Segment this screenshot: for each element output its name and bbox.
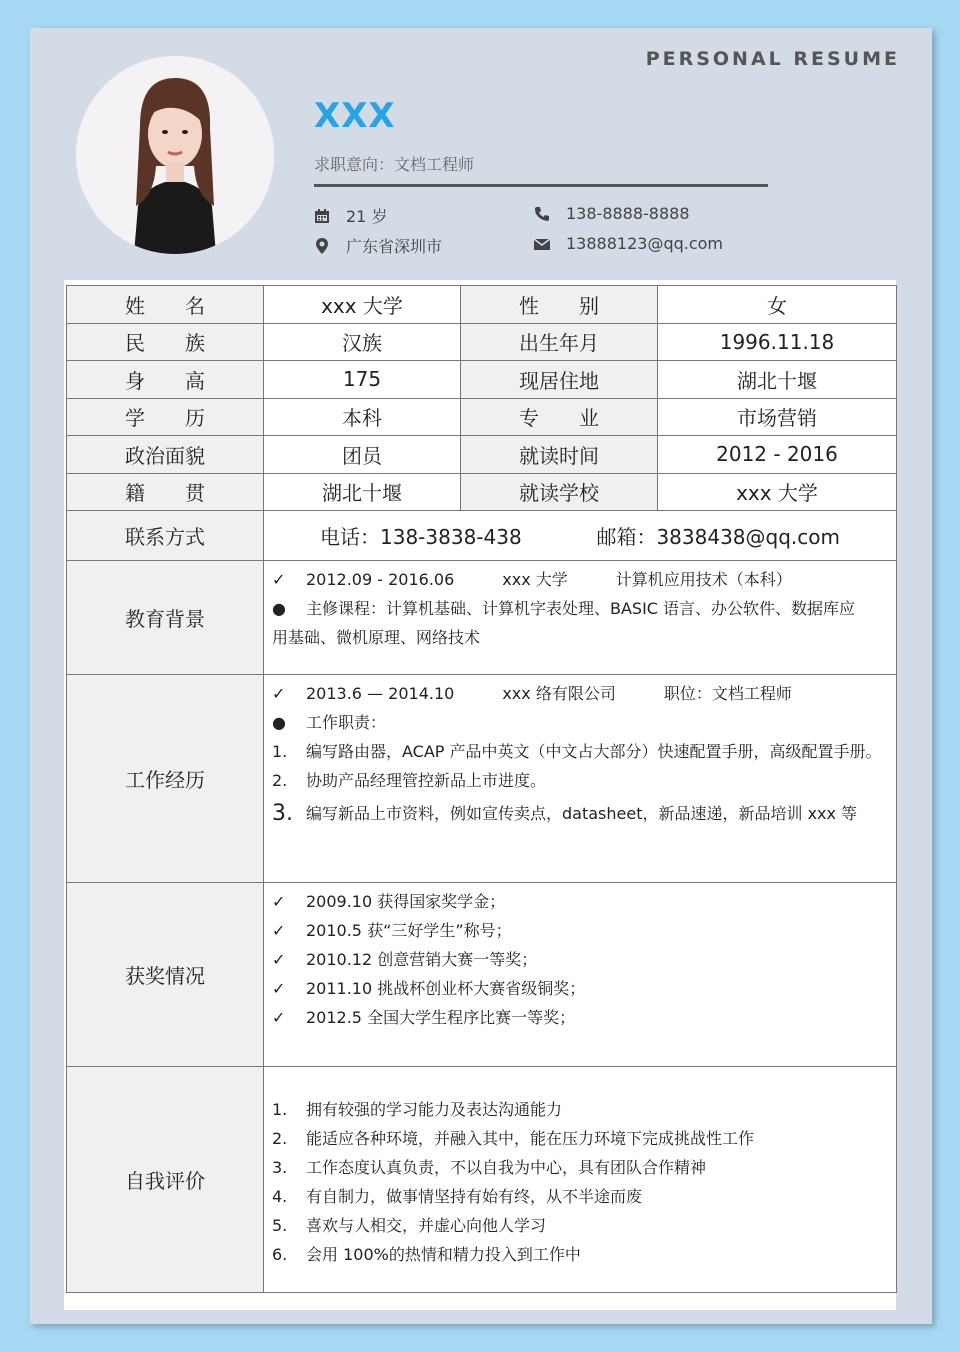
bullet-icon: ● (272, 599, 286, 618)
field-value: 市场营销 (658, 398, 897, 436)
contact-email: 邮箱：3838438@qq.com (596, 525, 840, 549)
field-value: 175 (264, 361, 461, 399)
field-label: 出生年月 (461, 323, 658, 361)
field-label: 身 高 (67, 361, 264, 399)
email-text: 13888123@qq.com (566, 234, 724, 253)
self-eval-item: 3. 工作态度认真负责，不以自我为中心，具有团队合作精神 (272, 1157, 707, 1177)
field-value: 2012 - 2016 (658, 436, 897, 474)
contact-row (67, 511, 897, 561)
check-icon: ✓ (272, 950, 286, 969)
award-item: ✓ 2012.5 全国大学生程序比赛一等奖； (272, 1003, 890, 1032)
education-line: ✓ 2012.09 - 2016.06 xxx 大学 计算机应用技术（本科） (272, 565, 890, 594)
awards-row (67, 883, 897, 1067)
check-icon: ✓ (272, 979, 286, 998)
resume-sheet (64, 280, 896, 1310)
self-eval-item: 5. 喜欢与人相交，并虚心向他人学习 (272, 1215, 547, 1235)
self-eval-item: 2. 能适应各种环境，并融入其中，能在压力环境下完成挑战性工作 (272, 1128, 755, 1148)
check-icon: ✓ (272, 1008, 286, 1027)
work-label: 工作经历 (67, 675, 264, 883)
field-value: 湖北十堰 (658, 361, 897, 399)
self-row (67, 1067, 897, 1293)
award-item: ✓ 2010.12 创意营销大赛一等奖； (272, 945, 890, 974)
award-item: ✓ 2010.5 获“三好学生”称号； (272, 916, 890, 945)
duty-title-line: ● 工作职责： (272, 708, 890, 737)
work-line: ✓ 2013.6 — 2014.10 xxx 络有限公司 职位：文档工程师 (272, 679, 890, 708)
field-value: 湖北十堰 (264, 473, 461, 511)
field-value: xxx 大学 (658, 473, 897, 511)
bullet-icon: ● (272, 713, 286, 732)
contact-label: 联系方式 (67, 511, 264, 561)
courses-continued: 用基础、微机原理、网络技术 (272, 628, 481, 647)
field-label: 性 别 (461, 286, 658, 324)
basic-info-row (67, 286, 897, 324)
basic-info-row (67, 473, 897, 511)
field-label: 就读时间 (461, 436, 658, 474)
age-text: 21 岁 (346, 207, 388, 226)
candidate-name: XXX (314, 96, 396, 136)
field-label: 专 业 (461, 398, 658, 436)
self-content (264, 1067, 897, 1293)
field-label: 现居住地 (461, 361, 658, 399)
header-divider (314, 184, 768, 187)
phone-text: 138-8888-8888 (566, 204, 690, 223)
phone-icon (534, 206, 550, 222)
field-value: xxx 大学 (264, 286, 461, 324)
phone-info (534, 204, 690, 223)
field-value: 团员 (264, 436, 461, 474)
resume-table (66, 285, 897, 1293)
work-content (264, 675, 897, 883)
awards-label: 获奖情况 (67, 883, 264, 1067)
duty-item: 3. 编写新品上市资料，例如宣传卖点，datasheet，新品速递，新品培训 xxx 等 (272, 801, 858, 826)
basic-info-row (67, 436, 897, 474)
field-value: 本科 (264, 398, 461, 436)
field-value: 汉族 (264, 323, 461, 361)
education-row (67, 561, 897, 675)
self-eval-item: 4. 有自制力，做事情坚持有始有终，从不半途而废 (272, 1186, 643, 1206)
mail-icon (534, 236, 550, 252)
duty-item: 1. 编写路由器，ACAP 产品中英文（中文占大部分）快速配置手册，高级配置手册。 (272, 742, 882, 761)
basic-info-row (67, 398, 897, 436)
check-icon: ✓ (272, 684, 286, 703)
field-label: 政治面貌 (67, 436, 264, 474)
check-icon: ✓ (272, 921, 286, 940)
work-row (67, 675, 897, 883)
contact-values (264, 511, 897, 561)
age-info (314, 204, 387, 227)
calendar-icon (314, 208, 330, 224)
resume-page (30, 28, 932, 1324)
check-icon: ✓ (272, 570, 286, 589)
field-value: 女 (658, 286, 897, 324)
education-label: 教育背景 (67, 561, 264, 675)
location-text: 广东省深圳市 (346, 237, 443, 256)
basic-info-row (67, 361, 897, 399)
education-content (264, 561, 897, 675)
contact-phone: 电话：138-3838-438 (320, 525, 522, 549)
award-item: ✓ 2009.10 获得国家奖学金； (272, 887, 890, 916)
duty-item: 2. 协助产品经理管控新品上市进度。 (272, 771, 547, 790)
self-eval-item: 6. 会用 100%的热情和精力投入到工作中 (272, 1244, 581, 1264)
location-info (314, 234, 442, 257)
field-label: 籍 贯 (67, 473, 264, 511)
location-icon (314, 238, 330, 254)
field-label: 就读学校 (461, 473, 658, 511)
field-label: 学 历 (67, 398, 264, 436)
avatar (76, 56, 274, 254)
email-info (534, 234, 723, 253)
resume-tag: PERSONAL RESUME (645, 48, 900, 70)
job-intent: 求职意向：文档工程师 (314, 155, 475, 174)
field-value: 1996.11.18 (658, 323, 897, 361)
check-icon: ✓ (272, 892, 286, 911)
awards-content (264, 883, 897, 1067)
basic-info-row (67, 323, 897, 361)
courses-line: ● 主修课程：计算机基础、计算机字表处理、BASIC 语言、办公软件、数据库应 (272, 594, 890, 623)
self-label: 自我评价 (67, 1067, 264, 1293)
field-label: 姓 名 (67, 286, 264, 324)
award-item: ✓ 2011.10 挑战杯创业杯大赛省级铜奖； (272, 974, 890, 1003)
self-eval-item: 1. 拥有较强的学习能力及表达沟通能力 (272, 1099, 563, 1119)
field-label: 民 族 (67, 323, 264, 361)
